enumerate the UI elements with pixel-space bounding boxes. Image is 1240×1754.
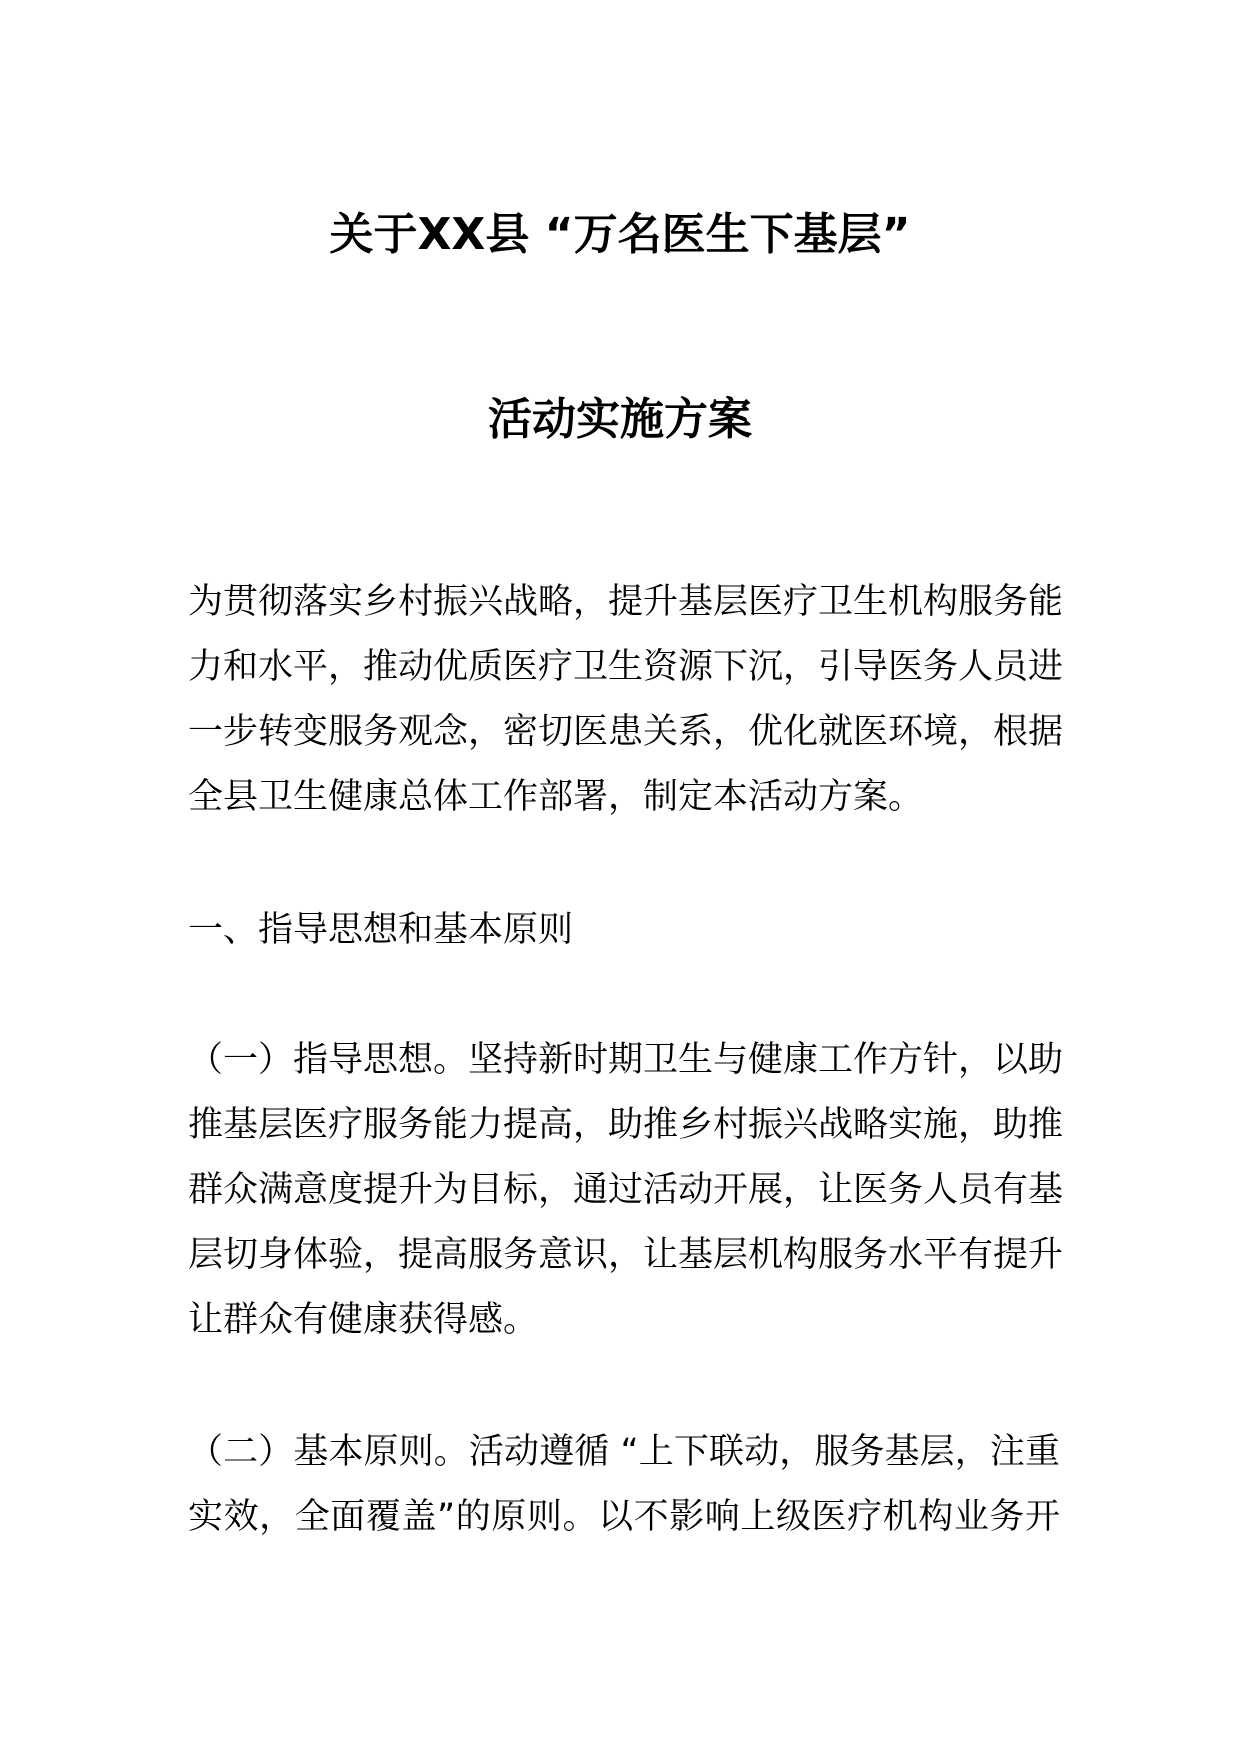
basic-principles-paragraph: [188, 1420, 1060, 1550]
intro-line: 一步转变服务观念，密切医患关系，优化就医环境，根据: [188, 712, 1064, 752]
guiding-line: 群众满意度提升为目标，通过活动开展，让医务人员有基: [188, 1170, 1064, 1210]
guiding-ideology-paragraph: [188, 1028, 1064, 1353]
section-heading-text: 一、指导思想和基本原则: [188, 910, 574, 950]
intro-paragraph: [188, 570, 1064, 830]
intro-line: 为贯彻落实乡村振兴战略，提升基层医疗卫生机构服务能: [188, 582, 1064, 622]
document-title-line-1: 关于XX县 “万名医生下基层”: [329, 209, 911, 260]
intro-line: 全县卫生健康总体工作部署，制定本活动方案。: [188, 777, 924, 817]
section-heading: [188, 898, 1060, 963]
intro-line: 力和水平，推动优质医疗卫生资源下沉，引导医务人员进: [188, 647, 1064, 687]
guiding-line: 推基层医疗服务能力提高，助推乡村振兴战略实施，助推: [188, 1105, 1064, 1145]
principles-line: 实效，全面覆盖”的原则。以不影响上级医疗机构业务开: [188, 1497, 1060, 1537]
principles-line: （二）基本原则。活动遵循 “上下联动，服务基层，注重: [188, 1432, 1060, 1472]
document-title-line-2: 活动实施方案: [488, 394, 752, 445]
guiding-line: 层切身体验，提高服务意识，让基层机构服务水平有提升: [188, 1235, 1064, 1275]
guiding-line: 让群众有健康获得感。: [188, 1300, 539, 1340]
guiding-line: （一）指导思想。坚持新时期卫生与健康工作方针，以助: [188, 1040, 1064, 1080]
